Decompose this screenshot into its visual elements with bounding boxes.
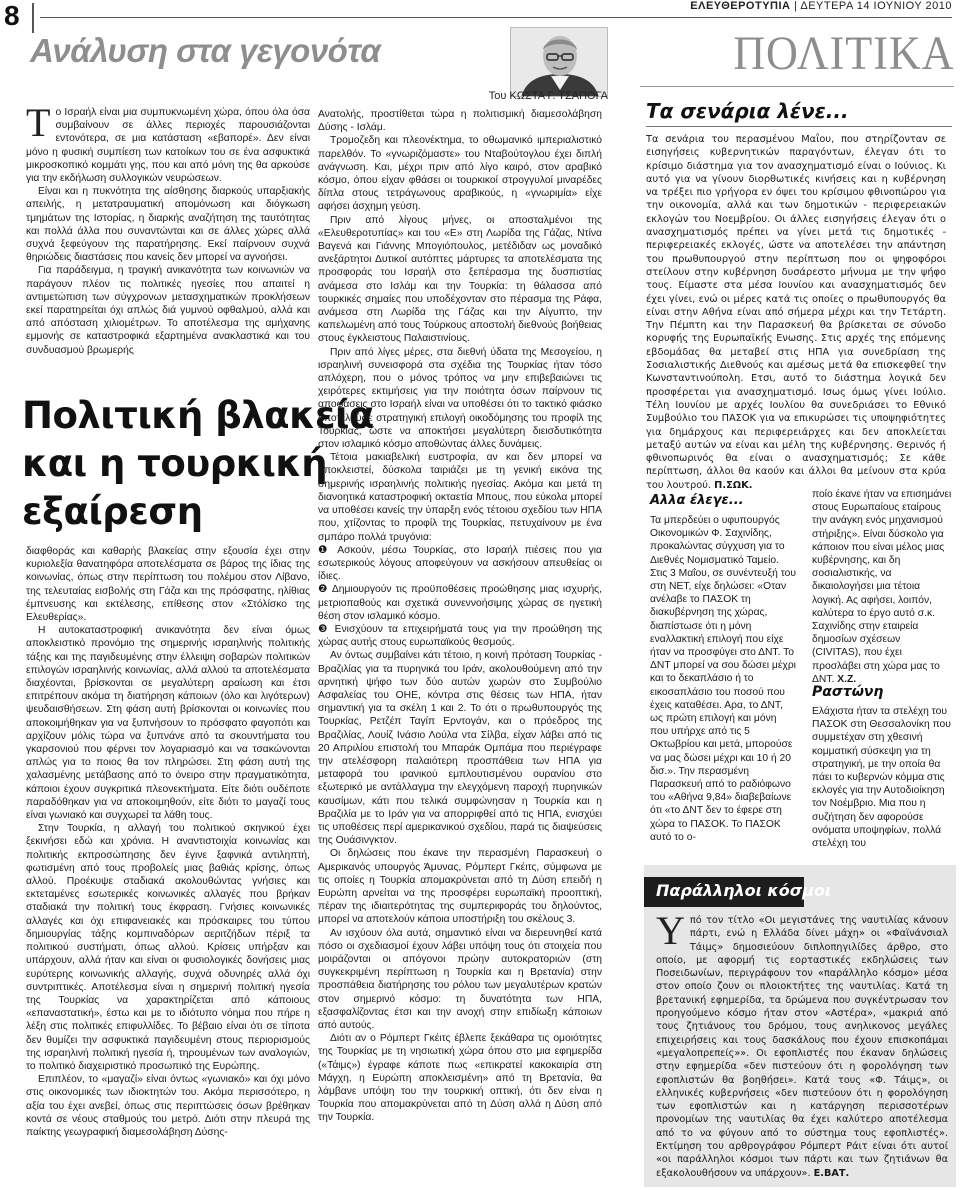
- article-paragraph: Για παράδειγμα, η τραγική ανικανότητα των κοινωνιών να παράγουν πλέον τις πολιτικές ηγεσίες που απαιτεί η αντιμετώπιση των σύγχρονων μετασχηματικών προκλήσεων εκεί παρατηρείται όχι απλώς διά γυμνού οφθαλμού, αλλά και από απόσταση χιλιομέτρων. Το αποτέλεσμα της αμήχανης εμμονής σε καταστροφικά εξαρτημένα ανακλαστικά και του συνδυασμού βρωμερής: [26, 265, 310, 356]
- article-column-1: [26, 106, 310, 380]
- article-paragraph: Πριν από λίγους μήνες, οι αποσταλμένοι της «Ελευθεροτυπίας» και του «Ε» στη Λωρίδα της Γάζας, Ντίνα Βαγενά και Γιάννης Μπογιόπουλος, μετέδιδαν ως μοναδικό ανεξάρτητοι Δυτικοί αυτόπτες μάρτυρες τα αποτελέσματα της προσφοράς του Ισραήλ στο ξεπέρασμα της δυσπιστίας ανάμεσα στο Ισλάμ και την Τουρκία: τη θάλασσα από τουρκικές σημαίες που υποδέχονταν στο πέρασμα της Ράφα, ανάμεσα στη Λωρίδα της Γάζας και την Αίγυπτο, την καπελωμένη από τους Τούρκους αποστολή διεθνούς βοήθειας στους έγκλειστους Παλαιστινίους.: [318, 214, 602, 345]
- alla-elege-signature: Χ.Ζ.: [837, 673, 857, 685]
- article-paragraph: Επιπλέον, το «μαγαζί» είναι όντως «γωνιακό» και όχι μόνο στις οικονομικές των ιδιοκτητών του. Ακόμα περισσότερο, η αξία του έχει ανεβεί, όπως στις περιπτώσεις όσων βρέθηκαν κοντά σε νέους σταθμούς του μετρό. Διότι στην πλευρά της παίκτης γεωγραφική διαμεσολάβηση Δύσης-: [26, 1074, 310, 1138]
- article-paragraph: Αν όντως συμβαίνει κάτι τέτοιο, η κοινή πρόταση Τουρκίας - Βραζιλίας για τα πυρηνικά του Ιράν, ακολουθούμενη από την αρνητική ψήφο των δύο αυτών χωρών στο Συμβούλιο Ασφαλείας του ΟΗΕ, κόντρα στις θέσεις των ΗΠΑ, ήταν σημαντική για τα σκέλη 1 και 2. Το ότι ο πρωθυπουργός της Τουρκίας, Ρετζέπ Ταγίπ Ερντογάν, και ο πρόεδρος της Βραζιλίας, Λουίζ Ινάσιο Λούλα ντα Σίλβα, είχαν λάβει από τις 20 Απριλίου επιστολή του Μπαράκ Ομπάμα που περιέγραφε την ατελέσφορη παλαιότερη προσπάθεια των ΗΠΑ για μεταφορά του ιρανικού εμπλουτισμένου ουρανίου στο εξωτερικό με αντάλλαγμα την ελεγχόμενη παροχή πυρηνικών καυσίμων, κάτι που τελικά συμφώνησαν η Τουρκία και η Βραζιλία με το Ιράν για να απορριφθεί από τις ΗΠΑ, ενισχύει τις υποθέσεις περί αμερικανικού σχεδίου, παρά τις διαψεύσεις της Ουάσινγκτον.: [318, 650, 602, 847]
- author-portrait-image: [511, 28, 608, 97]
- article-column-1-continued: [26, 545, 310, 1175]
- list-item: ❸ Ενισχύουν τα επιχειρήματά τους για την προώθηση της χώρας αυτής στους ευρωπαϊκούς θεσμούς.: [318, 623, 602, 649]
- list-item: ❷ Δημιουργούν τις προϋποθέσεις προώθησης μιας ισχυρής, μετριοπαθούς και σχετικά συνεννοήσιμης χώρας σε ηγετική θέση στον ισλαμικό κόσμο.: [318, 584, 602, 622]
- alla-elege-body-continued: ποίο έκανε ήταν να επισημάνει στους Ευρωπαίους εταίρους την ανάγκη ενός μηχανισμού στήριξης». Είναι δύσκολο για κάποιον που είναι μέλος μιας κυβέρνησης, και δη σοσιαλιστικής, να δικαιολογήσει μια τέτοια λογική. Ας αφήσει, λοιπόν, καλύτερα το έργο αυτό σ.κ. Σαχινίδης στην εταιρεία δημοσίων σχέσεων (CIVITAS), που έχει προσλάβει στη χώρα μας το ΔΝΤ.: [812, 489, 952, 685]
- alla-elege-column-1: [650, 514, 796, 844]
- page-number: 8: [4, 0, 20, 31]
- alla-elege-title: Αλλα έλεγε...: [650, 493, 744, 508]
- parallel-worlds-signature: Ε.ΒΑΤ.: [813, 1167, 850, 1179]
- drop-cap: Τ: [26, 106, 51, 145]
- article-paragraph: Η αυτοκαταστροφική ανικανότητα δεν είναι όμως αποκλειστικό προνόμιο της σημερινής ισραηλινής πολιτικής τάξης και της παγιδευμένης στην έλλειψη σοβαρών πολιτικών επιλογών ισραηλινής κοινωνίας, αλλά αλλού τα αποτελέσματα διαχέονται, βρίσκονται σε μεγαλύτερη αραίωση και έτσι επιτρέπουν ακόμα τη διατήρηση κάποιων (όλο και λιγότερων) ψευδαισθήσεων. Στη φάση αυτή βρίσκονται οι κοινωνίες που αποκοιμήθηκαν για να ξυπνήσουν το πρόσφατο φαγοπότι και αρχίζουν μόλις τώρα να ξυπνάνε από τα σκουντήματα του γκαρσονιού που φέρνει τον λογαριασμό και να τσακώνονται απλώς για το ποιος θα τον πληρώσει. Στη φάση αυτή της χαλασμένης μετάβασης από το όνειρο στην πραγματικότητα, κάποιοι έχουν συγκριτικά πλεονεκτήματα. Είτε διότι ουδέποτε παραδόθηκαν για να αποκοιμηθούν, είτε διότι το μαγαζί τους είναι γωνιακό και συγχωρεί τα λάθη τους.: [26, 625, 310, 822]
- article-paragraph: Είναι και η πυκνότητα της αίσθησης διαρκούς υπαρξιακής απειλής, η μετατραυματική απομόνωση και διόγκωση τμημάτων της Ιστορίας, η διαρκής αναζήτηση της ταυτότητας και πολλά άλλα που συναντώνται και σε άλλες χώρες αλλά συχνά ξεφεύγουν της παρατήρησης. Εκεί παίρνουν συχνά θηριώδεις διαστάσεις που κανείς δεν μπορεί να αγνοήσει.: [26, 186, 310, 264]
- article-paragraph: Τέτοια μακιαβελική ευστροφία, αν και δεν μπορεί να αποκλειστεί, δύσκολα ταιριάζει με τη γενική εικόνα της σημερινής ισραηλινής πολιτικής ηγεσίας. Ακόμα και μετά τη διανοητικά καταστροφική οκταετία Μπους, που εύκολα μπορεί να υποθέσει κανείς την ύπαρξη ενός τέτοιου σχεδίου των ΗΠΑ που, χτίζοντας το προφίλ της Τουρκίας, πετυχαίνουν με ένα σμπάρο πολλά τρυγόνια:: [318, 452, 602, 543]
- scenarios-body: Τα σενάρια του περασμένου Μαΐου, που στηρίζονταν σε εισηγήσεις κυβερνητικών παραγόντων, έλεγαν ότι το κρίσιμο διάστημα για τον ανασχηματισμό είναι ο Ιούνιος. Κι αυτό για να γίνουν διορθωτικές κινήσεις και η κυβέρνηση να τρέξει πιο γρήγορα εν όψει του κρίσιμου φθινοπώρου για την οικονομία, αλλά και των δημοτικών - περιφερειακών εκλογών του Νοεμβρίου. Οι άλλες εισηγήσεις έλεγαν ότι ο ανασχηματισμός πρέπει να γίνει μετά τις δημοτικές - περιφερειακές εκλογές, ώστε να αποτελέσει την απάντηση του πρωθυπουργού στην περίπτωση που οι ψηφοφόροι στείλουν στην κυβέρνηση δυσάρεστο μήνυμα με την ψήφο τους. Είμαστε στα μέσα Ιουνίου και ανασχηματισμός δεν έχει γίνει, ενώ οι μέρες κατά τις οποίες ο πρωθυπουργός θα είναι στην Αθήνα είναι από σήμερα μέχρι και την Τετάρτη. Την Πέμπτη και την Παρασκευή θα βρίσκεται σε σύνοδο κορυφής της Ευρωπαϊκής Ενωσης. Στις αρχές της επόμενης εβδομάδας θα μεταβεί στις ΗΠΑ για συνεδρίαση της Σοσιαλιστικής Διεθνούς και αμέσως μετά θα επισκεφθεί την Κωνσταντινούπολη. Ετσι, αυτό το διάστημα λογικά δεν προσφέρεται για ανασχηματισμό. Ισως όμως γίνει Ιούλιο. Τέλη Ιουνίου με αρχές Ιουλίου θα συνεδριάσει το Εθνικό Συμβούλιο του ΠΑΣΟΚ για να επικυρώσει τις υποψηφιότητες για δημάρχους και περιφερειάρχες και δεν αποκλείεται μεταξύ αυτών να είναι και μέλη της κυβέρνησης. Θερινός ή φθινοπωρινός θα είναι ο ανασχηματισμός; Σε κάθε περίπτωση, άλλοι θα καούν και άλλοι θα μείνουν στα κρύα του λουτρού.: [646, 134, 946, 491]
- paper-info: [690, 0, 952, 12]
- alla-elege-body: Τα μπερδεύει ο υφυπουργός Οικονομικών Φ. Σαχινίδης, προκαλώντας σύγχυση για το Διεθνές Νομισματικό Ταμείο. Στις 3 Μαΐου, σε συνέντευξή του στη ΝΕΤ, είχε δηλώσει: «Οταν ανέλαβε το ΠΑΣΟΚ τη διακυβέρνηση της χώρας, διαπίστωσε ότι η μόνη εναλλακτική επιλογή που είχε ήταν να προσφύγει στο ΔΝΤ. Το ΔΝΤ μπορεί να σου δώσει μέχρι και το δεκαπλάσιο ή το εικοσαπλάσιο του ποσού που έχεις καταθέσει. Αρα, το ΔΝΤ, ως πρώτη επιλογή και μόνη που υπήρχε από τις 5 Οκτωβρίου και μετά, μπορούσε να μας δώσει μέχρι και 10 ή 20 δισ.». Την περασμένη Παρασκευή από το ραδιόφωνο του «Αθήνα 9,84» διαβεβαίωνε ότι «το ΔΝΤ δεν το έφερε στη χώρα το ΠΑΣΟΚ. Το ΠΑΣΟΚ αυτό το ο-: [650, 515, 796, 843]
- article-paragraph: Πριν από λίγες μέρες, στα διεθνή ύδατα της Μεσογείου, η ισραηλινή συνεισφορά στα σχέδια της Τουρκίας ήταν τόσο απλόχερη, που ο μόνος τρόπος να μην επιβεβαιώνει τις χειρότερες εκτιμήσεις για την ποιότητα όσων παίρνουν τις αποφάσεις στο Ισραήλ είναι να υποθέσει ότι το τακτικό φιάσκο αποτελούσε στρατηγική επιλογή οικοδόμησης του προφίλ της Τουρκίας, ώστε να αποκτήσει μεγαλύτερη διεισδυτικότητα στον ισλαμικό κόσμο αποθώντας άλλες δυνάμεις.: [318, 346, 602, 451]
- column-label: Ανάλυση στα γεγονότα: [30, 32, 381, 69]
- article-paragraph: Αν ισχύουν όλα αυτά, σημαντικό είναι να διερευνηθεί κατά πόσο οι σχεδιασμοί έχουν λάβει υπόψη τους ότι στοιχεία που μοιράζονται οι απόγονοι πρώην αυτοκρατοριών (στη συγκεκριμένη περίπτωση η Τουρκία και η Βρετανία) στην προσπάθεια διατήρησης του ρόλου των μεγαλυτέρων κρατών στον σημερινό κόσμο: τη δυνατότητα των ΗΠΑ, εξασφαλίζοντας έτσι και την ανοχή στην επιδίωξη κάποιων από αυτούς.: [318, 927, 602, 1032]
- parallel-worlds-title-band: [644, 877, 832, 907]
- header-divider: [32, 3, 34, 33]
- drop-cap: Υ: [656, 914, 685, 953]
- alla-elege-column-2: [812, 488, 952, 708]
- rastoni-text: Ελάχιστα ήταν τα στελέχη του ΠΑΣΟΚ στη Θεσσαλονίκη που συμμετέχαν στη χθεσινή κομματική σύσκεψη για τη στρατηγική, με την οποία θα πάει το κυβερνών κόμμα στις εκλογές για την Αυτοδιοίκηση τον Νοέμβριο. Μια που η συζήτηση δεν αφορούσε ονόματα υποψηφίων, πολλά στελέχη του: [812, 706, 951, 850]
- scenarios-signature: Π.ΣΩΚ.: [714, 479, 753, 491]
- header-rule: [40, 17, 952, 18]
- paper-name: ΕΛΕΥΘΕΡΟΤΥΠΙΑ: [690, 0, 791, 12]
- article-paragraph: Τρομοζεδη και πλεονέκτημα, το οθωμανικό ιμπεριαλιστικό παρελθόν. Το «γνωριζόμαστε» του Νταβούτογλου έχει διπλή ανάγνωση. Και, μέχρι πριν από λίγο καιρό, στον αραβικό κόσμο, όπου είχαν φθάσει οι τουρκικοί στρογγυλοί μιναρέδες δίπλα στους τετράγωνους αραβικούς, η «γνωριμία» είχε αφήσει άσχημη γεύση.: [318, 135, 602, 213]
- rastoni-title: Ραστώνη: [812, 684, 884, 700]
- article-paragraph: Οι δηλώσεις που έκανε την περασμένη Παρασκευή ο Αμερικανός υπουργός Άμυνας, Ρόμπερτ Γκέιτς, σύμφωνα με τις οποίες η Τουρκία απομακρύνεται από τη Δύση επειδή η Ευρώπη αρνείται να της προσφέρει ευρωπαϊκή προοπτική, πέραν της ιδιαιτερότητας της συμπεριφοράς του δηλούντος, μπορεί να αποτελούν κάποια υποστήριξη του σκέλους 3.: [318, 848, 602, 926]
- article-paragraph: ο Ισραήλ είναι μια συμπυκνωμένη χώρα, όπου όλα όσα συμβαίνουν σε άλλες περιοχές παρουσιάζονται εντονότερα, σε μια κατάσταση «εβαπορέ». Δεν είναι μόνο η φυσική συμπίεση των κατοίκων του σε ένα ασφυκτικά μικροσκοπικό κομμάτι γης, που και από μόνη της θα αρκούσε για την εκδήλωση συλλογικών νευρώσεων.: [26, 107, 310, 185]
- author-photo: [510, 27, 608, 97]
- list-item: ❶ Ασκούν, μέσω Τουρκίας, στο Ισραήλ πιέσεις που για εσωτερικούς λόγους αποφεύγουν να ασκήσουν απευθείας οι ίδιες.: [318, 544, 602, 583]
- article-headline: [22, 392, 374, 536]
- article-column-2: [318, 108, 602, 1178]
- article-paragraph: Διότι αν ο Ρόμπερτ Γκέιτς έβλεπε ξεκάθαρα τις ομοιότητες της Τουρκίας με τη νησιωτική χώρα όπου στο μια εφημερίδα («Τάιμς») έγραφε κάποτε πως «επικρατεί κακοκαιρία στη Μάγχη, η Ευρώπη αποκλεισμένη» από τη Βρετανία, θα λάμβανε υπόψη του την τουρκική οπτική, ότι δεν είναι η Τουρκία που απομακρύνεται από τη Δύση αλλά η Δύση από την Τουρκία.: [318, 1033, 602, 1124]
- info-separator: |: [794, 0, 801, 12]
- issue-date: ΔΕΥΤΕΡΑ 14 ΙΟΥΝΙΟΥ 2010: [800, 0, 952, 12]
- article-paragraph: διαφθοράς και καθαρής βλακείας στην εξουσία έχει στην κυριολεξία θανατηφόρα αποτελέσματα σε βάρος της ίδιας της κοινωνίας, όπως στην περίπτωση του πολέμου στον Λίβανο, της τελευταίας εισβολής στη Γάζα και της πρόσφατης, ηλίθιας έμπνευσης και εκτέλεσης, επίθεσης στον «Στόλίσκο της Ελευθερίας».: [26, 546, 310, 624]
- author-byline: Του ΚΩΣΤΑ Γ. ΤΣΑΠΟΓΑ: [488, 90, 608, 102]
- headline-line: και η τουρκική: [22, 442, 328, 485]
- scenarios-title: Τα σενάρια λένε...: [646, 99, 849, 123]
- parallel-worlds-body: πό τον τίτλο «Οι μεγιστάνες της ναυτιλίας κάνουν πάρτι, ενώ η Ελλάδα δίνει μάχη» οι «Φαϊνάνσιαλ Τάιμς» δημοσιεύουν διπλοπηγιλίδες άρθρο, στο οποίο, με αφορμή τις εορταστικές εκδηλώσεις των Ποσειδωνίων, περιγράφουν τον «παράλληλο κόσμο» μέσα στον οποίο ζουν οι πλοιοκτήτες της ναυτιλίας. Κατά τη βρετανική εφημερίδα, τα δρώμενα που συγκέντρωσαν τον προηγούμενο κόσμο ήταν στον «Αστέρα», «μακριά από τους ζητιάνους του δρόμου, τους ανηλικονος μεγάλες επιχειρήσεις και τους δασκάλους που έχουν επισκοπάμαι «μεγαλοπρεπείς»». Οι εφοπλιστές που έκαναν δηλώσεις στην εφημερίδα «δεν πιστεύουν ότι η φορολόγηση των εφοπλιστών θα βοηθήσει». Κατά τους «Φ. Τάιμς», οι ελληνικές κυβερνήσεις «δεν πιστεύουν ότι η φορολόγηση των εφοπλιστών και η κατάργηση περισσοτέρων προνομίων της ναυτιλίας θα έχει καλύτερο αποτέλεσμα από το να φύγουν από το σύστημα τους εφοπλιστές». Εκτίμηση του αρθρογράφου Ρόμπερτ Ράιτ είναι ότι αυτοί «οι παράλληλοι κόσμοι των πάρτι και των ζητιάνων θα εξακολουθήσουν να υπάρχουν».: [656, 915, 948, 1179]
- article-paragraph: Στην Τουρκία, η αλλαγή του πολιτικού σκηνικού έχει ξεκινήσει εδώ και χρόνια. Η αναντιστοιχία κοινωνίας και πολιτικής εκπροσώπησης δεν έγινε ξαφνικά αντιληπτή, φωτισμένη από τους προβολείς μιας βαθιάς κρίσης, όπως αλλού. Προέκυψε σταδιακά ακολουθώντας γνήσιες και εκτεταμένες εσωτερικές κοινωνικές αλλαγές που βρήκαν σταδιακά την πολιτική τους έκφραση. Γνήσιες κοινωνικές αλλαγές και όχι επιφανειακές και πρόσκαιρες του τύπου δημιουργίας τάξης κομπιναδόρων αεριτζήδων πέριξ τα πολιτικού συστήματι, όπως αλλού. Κρίσεις υπήρξαν και υπάρχουν, αλλά ήταν και είναι οι φυσιολογικές δονήσεις μιας ευρύτερης κοινωνικής αλλαγής, συχνά οδυνηρές αλλά όχι συντριπτικές. Αποτέλεσμα είναι η σημερινή πολιτική ηγεσία της Τουρκίας να χαρακτηρίζεται από κάποιους «επαναστατική», έστω και με το ιδιότυπο νόημα που πήρε η λέξη στις πολιτικές επιφυλλίδες. Το βέβαιο είναι ότι σε τίποτα δεν θυμίζει την ασφυκτικά παγιδευμένη στους περιορισμούς της ισραηλινή πολιτική ηγεσία ή, τηρουμένων των αναλογιών, το πολιτικό διαχειριστικό προσωπικό της Ευρώπης.: [26, 823, 310, 1072]
- section-rule: [640, 86, 954, 87]
- scenarios-rule: [646, 126, 952, 127]
- headline-line: εξαίρεση: [22, 490, 203, 533]
- parallel-worlds-title: Παράλληλοι κόσμοι: [656, 881, 832, 900]
- headline-line: Πολιτική βλακεία: [22, 394, 374, 437]
- article-paragraph: Ανατολής, προστίθεται τώρα η πολιτισμική διαμεσολάβηση Δύσης - Ισλάμ.: [318, 109, 602, 134]
- parallel-worlds-text: [656, 914, 948, 1186]
- section-title: ΠΟΛΙΤΙΚΑ: [732, 27, 954, 80]
- scenarios-text: [646, 133, 946, 513]
